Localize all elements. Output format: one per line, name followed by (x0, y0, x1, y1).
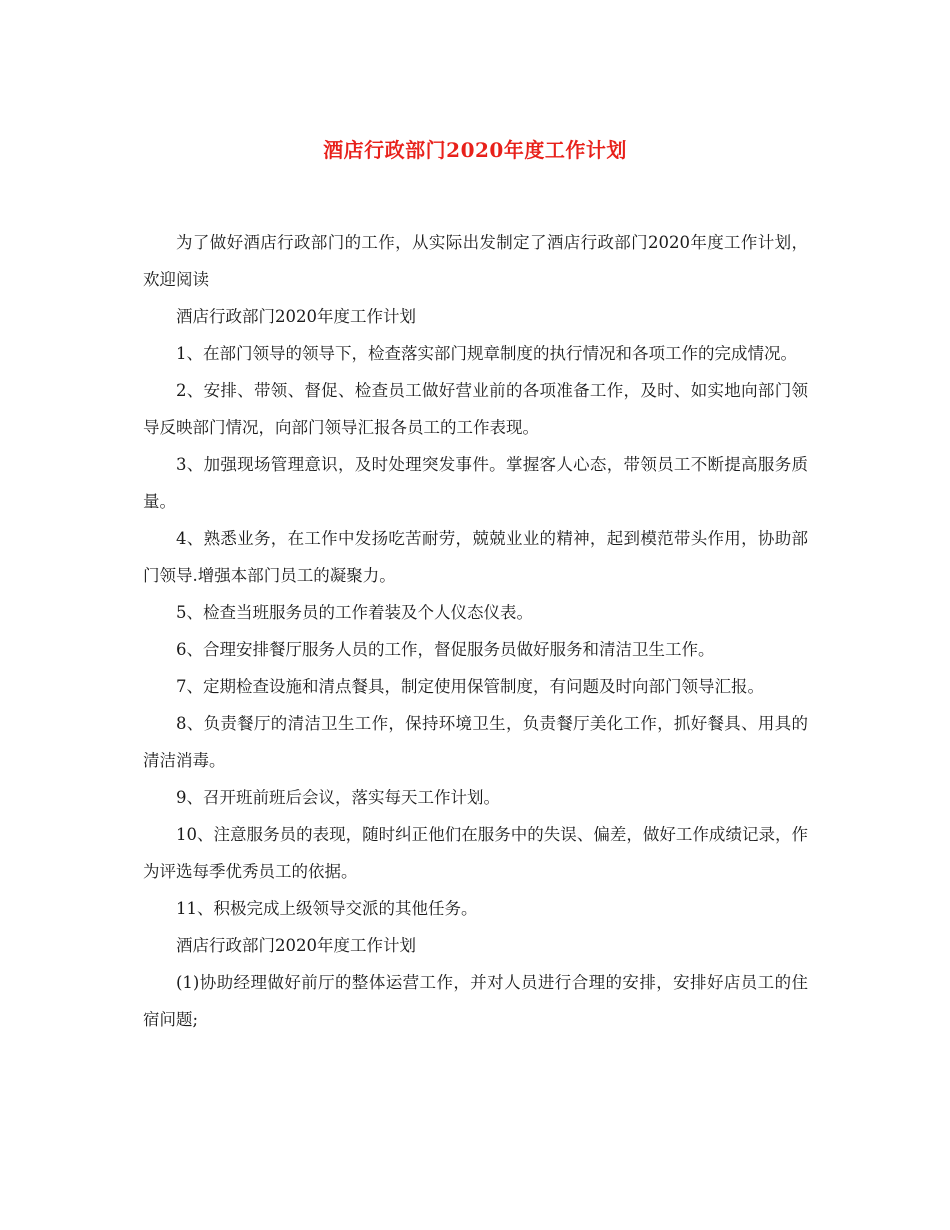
list-item: 4、熟悉业务，在工作中发扬吃苦耐劳，兢兢业业的精神，起到模范带头作用，协助部门领导.增强本部门员工的凝聚力。 (143, 529, 808, 585)
section-heading: 酒店行政部门2020年度工作计划 (176, 307, 416, 326)
list-item: 10、注意服务员的表现，随时纠正他们在服务中的失误、偏差，做好工作成绩记录，作为评选每季优秀员工的依据。 (143, 825, 808, 881)
list-item: 7、定期检查设施和清点餐具，制定使用保管制度，有问题及时向部门领导汇报。 (176, 677, 764, 696)
section-heading: 酒店行政部门2020年度工作计划 (176, 936, 416, 955)
list-item: 6、合理安排餐厅服务人员的工作，督促服务员做好服务和清洁卫生工作。 (176, 640, 715, 659)
document-body (143, 224, 808, 1038)
intro-paragraph: 为了做好酒店行政部门的工作，从实际出发制定了酒店行政部门2020年度工作计划，欢迎阅读 (143, 233, 808, 289)
list-item: 11、积极完成上级领导交派的其他任务。 (176, 899, 478, 918)
list-item: 5、检查当班服务员的工作着装及个人仪态仪表。 (176, 603, 533, 622)
list-item: 9、召开班前班后会议，落实每天工作计划。 (176, 788, 500, 807)
list-item: (1)协助经理做好前厅的整体运营工作，并对人员进行合理的安排，安排好店员工的住宿问题; (143, 973, 808, 1029)
list-item: 2、安排、带领、督促、检查员工做好营业前的各项准备工作，及时、如实地向部门领导反映部门情况，向部门领导汇报各员工的工作表现。 (143, 381, 808, 437)
list-item: 1、在部门领导的领导下，检查落实部门规章制度的执行情况和各项工作的完成情况。 (176, 344, 797, 363)
list-item: 8、负责餐厅的清洁卫生工作，保持环境卫生，负责餐厅美化工作，抓好餐具、用具的清洁消毒。 (143, 714, 808, 770)
document-title: 酒店行政部门2020年度工作计划 (323, 138, 627, 162)
list-item: 3、加强现场管理意识，及时处理突发事件。掌握客人心态，带领员工不断提高服务质量。 (143, 455, 808, 511)
